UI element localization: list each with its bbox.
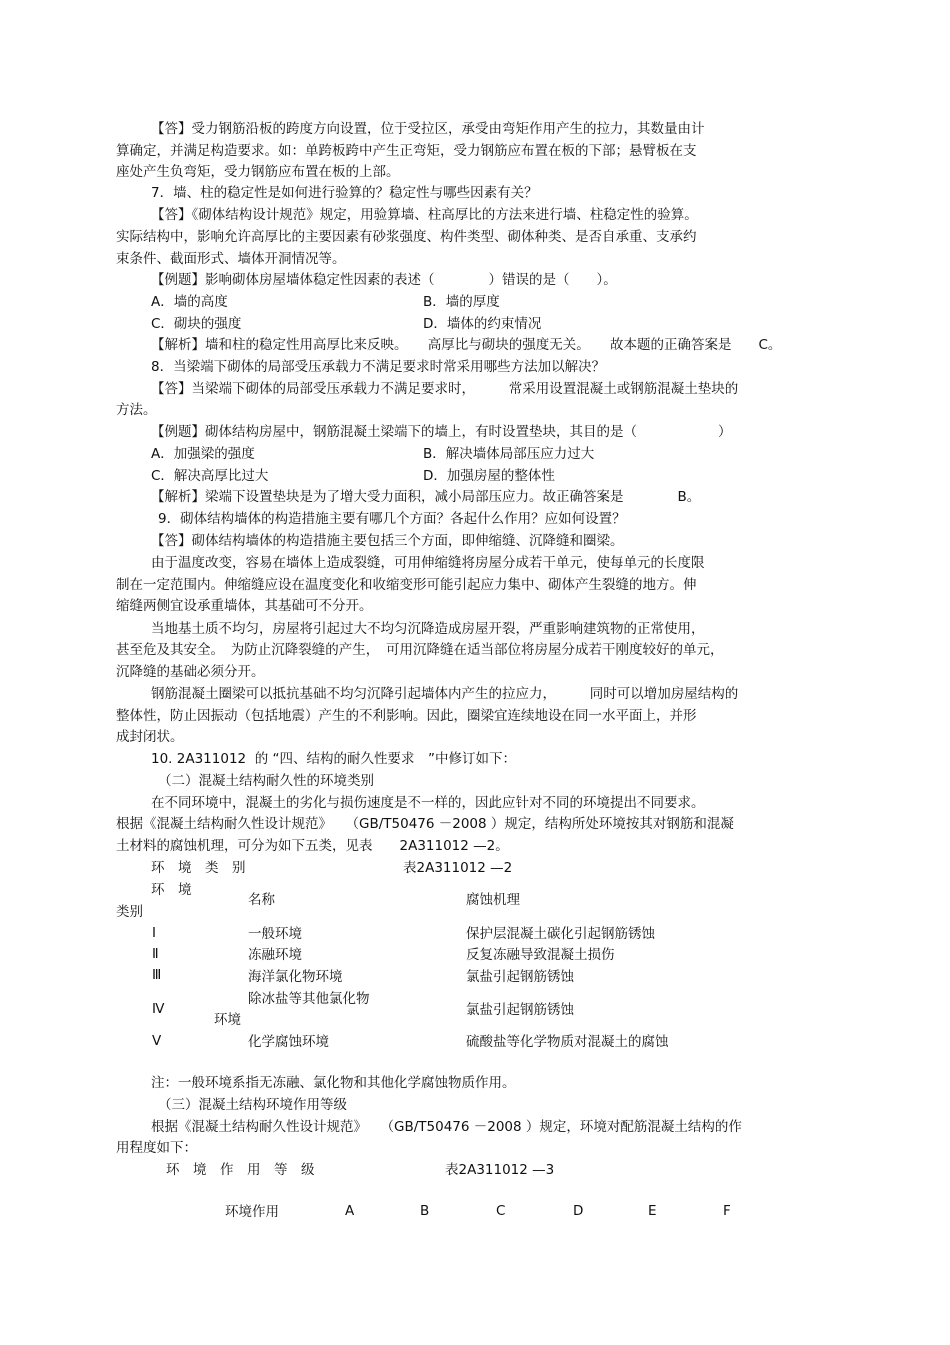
option-a: A．加强梁的强度 xyxy=(151,446,255,462)
text-line: 成封闭状。 xyxy=(116,729,184,745)
table-cell-name: 环境 xyxy=(214,1012,241,1028)
grade-d: D xyxy=(573,1203,584,1219)
text-line: 【答】砌体结构墙体的构造措施主要包括三个方面，即伸缩缝、沉降缝和圈梁。 xyxy=(151,533,624,549)
table-cell-name: 化学腐蚀环境 xyxy=(248,1034,329,1050)
section-heading: （二）混凝土结构耐久性的环境类别 xyxy=(158,773,374,789)
table-note: 注：一般环境系指无冻融、氯化物和其他化学腐蚀物质作用。 xyxy=(151,1075,516,1091)
table-number: 表2A311012 —2 xyxy=(403,860,513,876)
text-line: 方法。 xyxy=(116,402,157,418)
table-caption: 环 境 作 用 等 级 xyxy=(166,1162,315,1178)
section-heading: （三）混凝土结构环境作用等级 xyxy=(158,1097,347,1113)
option-c: C．解决高厚比过大 xyxy=(151,468,269,484)
example-question: 【例题】影响砌体房屋墙体稳定性因素的表述（ ）错误的是（ ）。 xyxy=(151,272,617,288)
table-cell-mechanism: 硫酸盐等化学物质对混凝土的腐蚀 xyxy=(466,1034,669,1050)
table-cell-category: Ⅲ xyxy=(152,967,162,983)
example-question: 【例题】砌体结构房屋中，钢筋混凝土梁端下的墙上，有时设置垫块，其目的是（ ） xyxy=(151,424,732,440)
text-line: 【答】当梁端下砌体的局部受压承载力不满足要求时， 常采用设置混凝土或钢筋混凝土垫块的 xyxy=(151,381,739,397)
table-caption: 环 境 类 别 xyxy=(151,860,246,876)
option-d: D．加强房屋的整体性 xyxy=(423,468,555,484)
option-a: A．墙的高度 xyxy=(151,294,228,310)
text-line: 座处产生负弯矩，受力钢筋应布置在板的上部。 xyxy=(116,164,400,180)
text-line: 算确定，并满足构造要求。如：单跨板跨中产生正弯矩，受力钢筋应布置在板的下部；悬臂板在支 xyxy=(116,143,697,159)
table-cell-name: 除冰盐等其他氯化物 xyxy=(248,991,370,1007)
option-c: C．砌块的强度 xyxy=(151,316,242,332)
text-line: 根据《混凝土结构耐久性设计规范》 （GB/T50476 －2008 ）规定，环境对配筋混凝土结构的作 xyxy=(151,1119,742,1135)
table-cell-category: Ⅳ xyxy=(152,1001,165,1017)
option-b: B．墙的厚度 xyxy=(423,294,500,310)
text-line: 用程度如下： xyxy=(116,1140,197,1156)
grade-c: C xyxy=(496,1203,506,1219)
grade-b: B xyxy=(420,1203,430,1219)
table-cell-mechanism: 氯盐引起钢筋锈蚀 xyxy=(466,969,574,985)
table-cell-mechanism: 氯盐引起钢筋锈蚀 xyxy=(466,1002,574,1018)
text-line: 【答】受力钢筋沿板的跨度方向设置，位于受拉区，承受由弯矩作用产生的拉力，其数量由计 xyxy=(151,121,705,137)
text-line: 束条件、截面形式、墙体开洞情况等。 xyxy=(116,251,346,267)
text-line: 制在一定范围内。伸缩缝应设在温度变化和收缩变形可能引起应力集中、砌体产生裂缝的地方。伸 xyxy=(116,577,697,593)
option-b: B．解决墙体局部压应力过大 xyxy=(423,446,595,462)
text-line: 根据《混凝土结构耐久性设计规范》 （GB/T50476 －2008 ）规定，结构所处环境按其对钢筋和混凝 xyxy=(116,816,734,832)
analysis-line: 【解析】墙和柱的稳定性用高厚比来反映。 高厚比与砌块的强度无关。 故本题的正确答案是 C。 xyxy=(151,337,782,353)
section-heading: 10. 2A311012 的 “四、结构的耐久性要求 ”中修订如下： xyxy=(151,751,516,767)
table-cell-category: Ⅰ xyxy=(152,925,156,941)
text-line: 整体性，防止因振动（包括地震）产生的不利影响。因此，圈梁宜连续地设在同一水平面上，并形 xyxy=(116,708,697,724)
table-header-category: 类别 xyxy=(116,904,143,920)
grade-row-label: 环境作用 xyxy=(225,1204,279,1220)
text-line: 钢筋混凝土圈梁可以抵抗基础不均匀沉降引起墙体内产生的拉应力， 同时可以增加房屋结构的 xyxy=(151,686,739,702)
table-cell-name: 一般环境 xyxy=(248,926,302,942)
grade-a: A xyxy=(345,1203,355,1219)
text-line: 当地基土质不均匀，房屋将引起过大不均匀沉降造成房屋开裂，严重影响建筑物的正常使用， xyxy=(151,621,705,637)
text-line: 沉降缝的基础必须分开。 xyxy=(116,664,265,680)
table-number: 表2A311012 —3 xyxy=(445,1162,555,1178)
table-header-mechanism: 腐蚀机理 xyxy=(466,892,520,908)
grade-f: F xyxy=(723,1203,731,1219)
table-cell-category: Ⅴ xyxy=(152,1033,162,1049)
table-cell-name: 海洋氯化物环境 xyxy=(248,969,343,985)
table-header-category: 环 境 xyxy=(151,882,192,898)
table-cell-category: Ⅱ xyxy=(152,946,159,962)
question-heading: 9．砌体结构墙体的构造措施主要有哪几个方面？各起什么作用？应如何设置？ xyxy=(158,511,626,527)
table-cell-mechanism: 反复冻融导致混凝土损伤 xyxy=(466,947,615,963)
table-cell-name: 冻融环境 xyxy=(248,947,302,963)
question-heading: 7．墙、柱的稳定性是如何进行验算的？稳定性与哪些因素有关？ xyxy=(151,185,538,201)
text-line: 甚至危及其安全。 为防止沉降裂缝的产生， 可用沉降缝在适当部位将房屋分成若干刚度较好的单元， xyxy=(116,642,724,658)
text-line: 土材料的腐蚀机理，可分为如下五类，见表 2A311012 —2。 xyxy=(116,838,509,854)
table-cell-mechanism: 保护层混凝土碳化引起钢筋锈蚀 xyxy=(466,926,655,942)
text-line: 缩缝两侧宜设承重墙体，其基础可不分开。 xyxy=(116,598,373,614)
question-heading: 8．当梁端下砌体的局部受压承载力不满足要求时常采用哪些方法加以解决？ xyxy=(151,359,606,375)
text-line: 实际结构中，影响允许高厚比的主要因素有砂浆强度、构件类型、砌体种类、是否自承重、支承约 xyxy=(116,229,697,245)
text-line: 在不同环境中，混凝土的劣化与损伤速度是不一样的，因此应针对不同的环境提出不同要求。 xyxy=(151,795,705,811)
option-d: D．墙体的约束情况 xyxy=(423,316,542,332)
grade-e: E xyxy=(648,1203,657,1219)
text-line: 由于温度改变，容易在墙体上造成裂缝，可用伸缩缝将房屋分成若干单元，使每单元的长度限 xyxy=(151,555,705,571)
table-header-name: 名称 xyxy=(248,892,275,908)
text-line: 【答】《砌体结构设计规范》规定，用验算墙、柱高厚比的方法来进行墙、柱稳定性的验算。 xyxy=(151,207,698,223)
analysis-line: 【解析】梁端下设置垫块是为了增大受力面积，减小局部压应力。故正确答案是 B。 xyxy=(151,489,701,505)
